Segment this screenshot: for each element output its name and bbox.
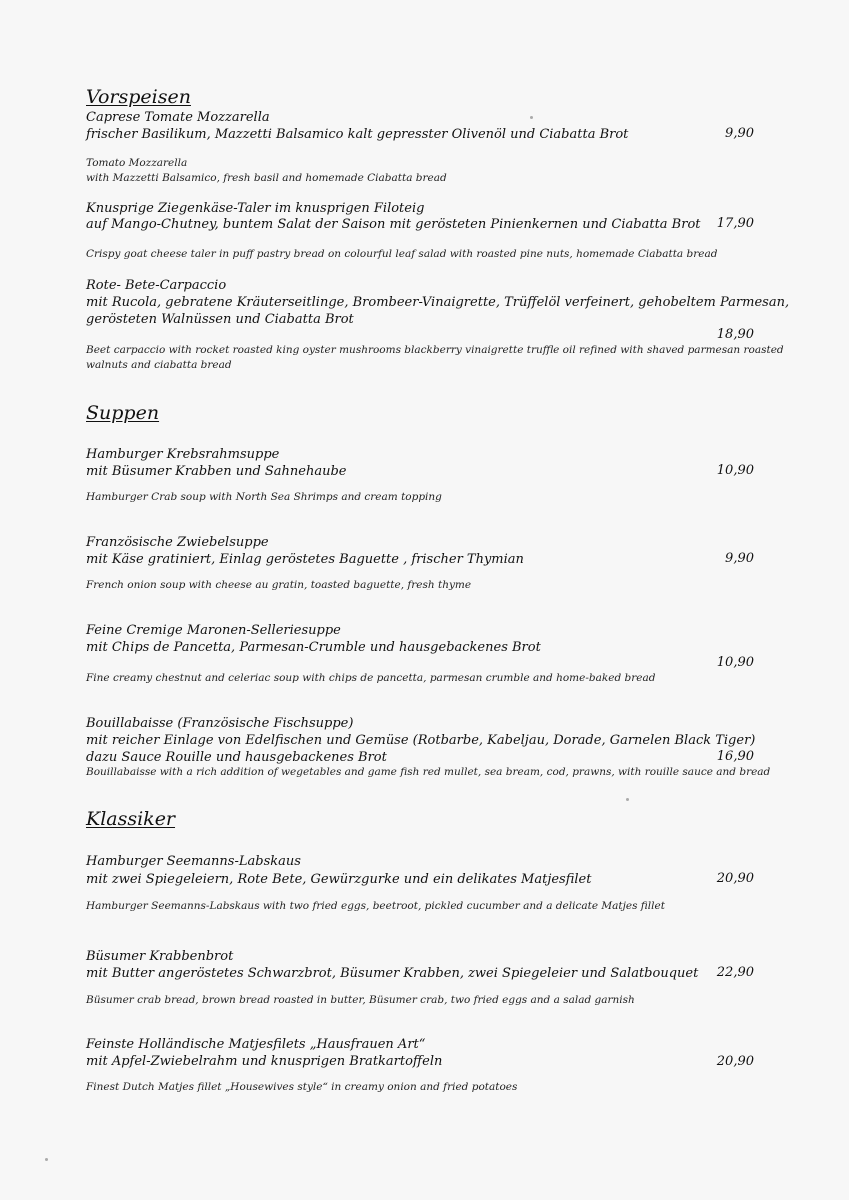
item-name: Hamburger Krebsrahmsuppe	[86, 447, 280, 462]
item-price: 18,90	[716, 327, 754, 342]
item-name: Büsumer Krabbenbrot	[86, 949, 234, 964]
item-description: gerösteten Walnüssen und Ciabatta Brot	[86, 312, 354, 327]
item-description: mit Büsumer Krabben und Sahnehaube	[86, 464, 347, 479]
item-price: 10,90	[716, 463, 754, 478]
item-price: 10,90	[716, 655, 754, 670]
item-english: Tomato Mozzarella	[86, 157, 188, 169]
item-price: 22,90	[716, 965, 754, 980]
paper-speck	[626, 798, 629, 801]
item-english: Finest Dutch Matjes fillet „Housewives style“ in creamy onion and fried potatoes	[86, 1081, 518, 1093]
item-name: Caprese Tomate Mozzarella	[86, 110, 270, 125]
section-heading-suppen: Suppen	[86, 402, 160, 424]
item-name: Feinste Holländische Matjesfilets „Hausfrauen Art“	[86, 1037, 426, 1052]
item-price: 9,90	[725, 126, 754, 141]
item-name: Französische Zwiebelsuppe	[86, 535, 269, 550]
item-description: mit Butter angeröstetes Schwarzbrot, Büsumer Krabben, zwei Spiegeleier und Salatbouquet	[86, 966, 699, 981]
item-english: walnuts and ciabatta bread	[86, 359, 232, 371]
item-description: mit reicher Einlage von Edelfischen und Gemüse (Rotbarbe, Kabeljau, Dorade, Garnelen Black Tiger)	[86, 733, 756, 748]
item-english: Hamburger Seemanns-Labskaus with two fried eggs, beetroot, pickled cucumber and a delicate Matjes fillet	[86, 900, 665, 912]
item-price: 20,90	[716, 1054, 754, 1069]
item-english: with Mazzetti Balsamico, fresh basil and homemade Ciabatta bread	[86, 172, 447, 184]
item-name: Bouillabaisse (Französische Fischsuppe)	[86, 716, 354, 731]
item-english: Beet carpaccio with rocket roasted king oyster mushrooms blackberry vinaigrette truffle oil refined with shaved parmesan roasted	[86, 344, 784, 356]
item-english: French onion soup with cheese au gratin, toasted baguette, fresh thyme	[86, 579, 472, 591]
item-english: Hamburger Crab soup with North Sea Shrimps and cream topping	[86, 491, 442, 503]
item-english: Fine creamy chestnut and celeriac soup with chips de pancetta, parmesan crumble and home-baked bread	[86, 672, 656, 684]
item-english: Büsumer crab bread, brown bread roasted in butter, Büsumer crab, two fried eggs and a salad garnish	[86, 994, 635, 1006]
item-price: 9,90	[725, 551, 754, 566]
item-price: 20,90	[716, 871, 754, 886]
item-english: Crispy goat cheese taler in puff pastry bread on colourful leaf salad with roasted pine nuts, homemade Ciabatta bread	[86, 248, 718, 260]
item-description: mit Apfel-Zwiebelrahm und knusprigen Bratkartoffeln	[86, 1054, 443, 1069]
section-heading-vorspeisen: Vorspeisen	[86, 86, 191, 108]
item-name: Knusprige Ziegenkäse-Taler im knusprigen Filoteig	[86, 201, 425, 216]
item-price: 17,90	[716, 216, 754, 231]
item-description: frischer Basilikum, Mazzetti Balsamico kalt gepresster Olivenöl und Ciabatta Brot	[86, 127, 629, 142]
paper-speck	[45, 1158, 48, 1161]
item-name: Rote- Bete-Carpaccio	[86, 278, 227, 293]
item-english: Bouillabaisse with a rich addition of wegetables and game fish red mullet, sea bream, cod, prawns, with rouille sauce and bread	[86, 766, 771, 778]
item-description: mit Rucola, gebratene Kräuterseitlinge, Brombeer-Vinaigrette, Trüffelöl verfeinert, gehobeltem Parmesan,	[86, 295, 790, 310]
section-heading-klassiker: Klassiker	[86, 808, 176, 830]
item-price: 16,90	[716, 749, 754, 764]
item-name: Hamburger Seemanns-Labskaus	[86, 854, 301, 869]
item-description: mit zwei Spiegeleiern, Rote Bete, Gewürzgurke und ein delikates Matjesfilet	[86, 872, 592, 887]
item-description: mit Käse gratiniert, Einlag geröstetes Baguette , frischer Thymian	[86, 552, 524, 567]
item-description: auf Mango-Chutney, buntem Salat der Saison mit gerösteten Pinienkernen und Ciabatta Brot	[86, 217, 701, 232]
paper-speck	[530, 116, 533, 119]
item-name: Feine Cremige Maronen-Selleriesuppe	[86, 623, 341, 638]
item-description: mit Chips de Pancetta, Parmesan-Crumble und hausgebackenes Brot	[86, 640, 541, 655]
item-description: dazu Sauce Rouille und hausgebackenes Brot	[86, 750, 387, 765]
